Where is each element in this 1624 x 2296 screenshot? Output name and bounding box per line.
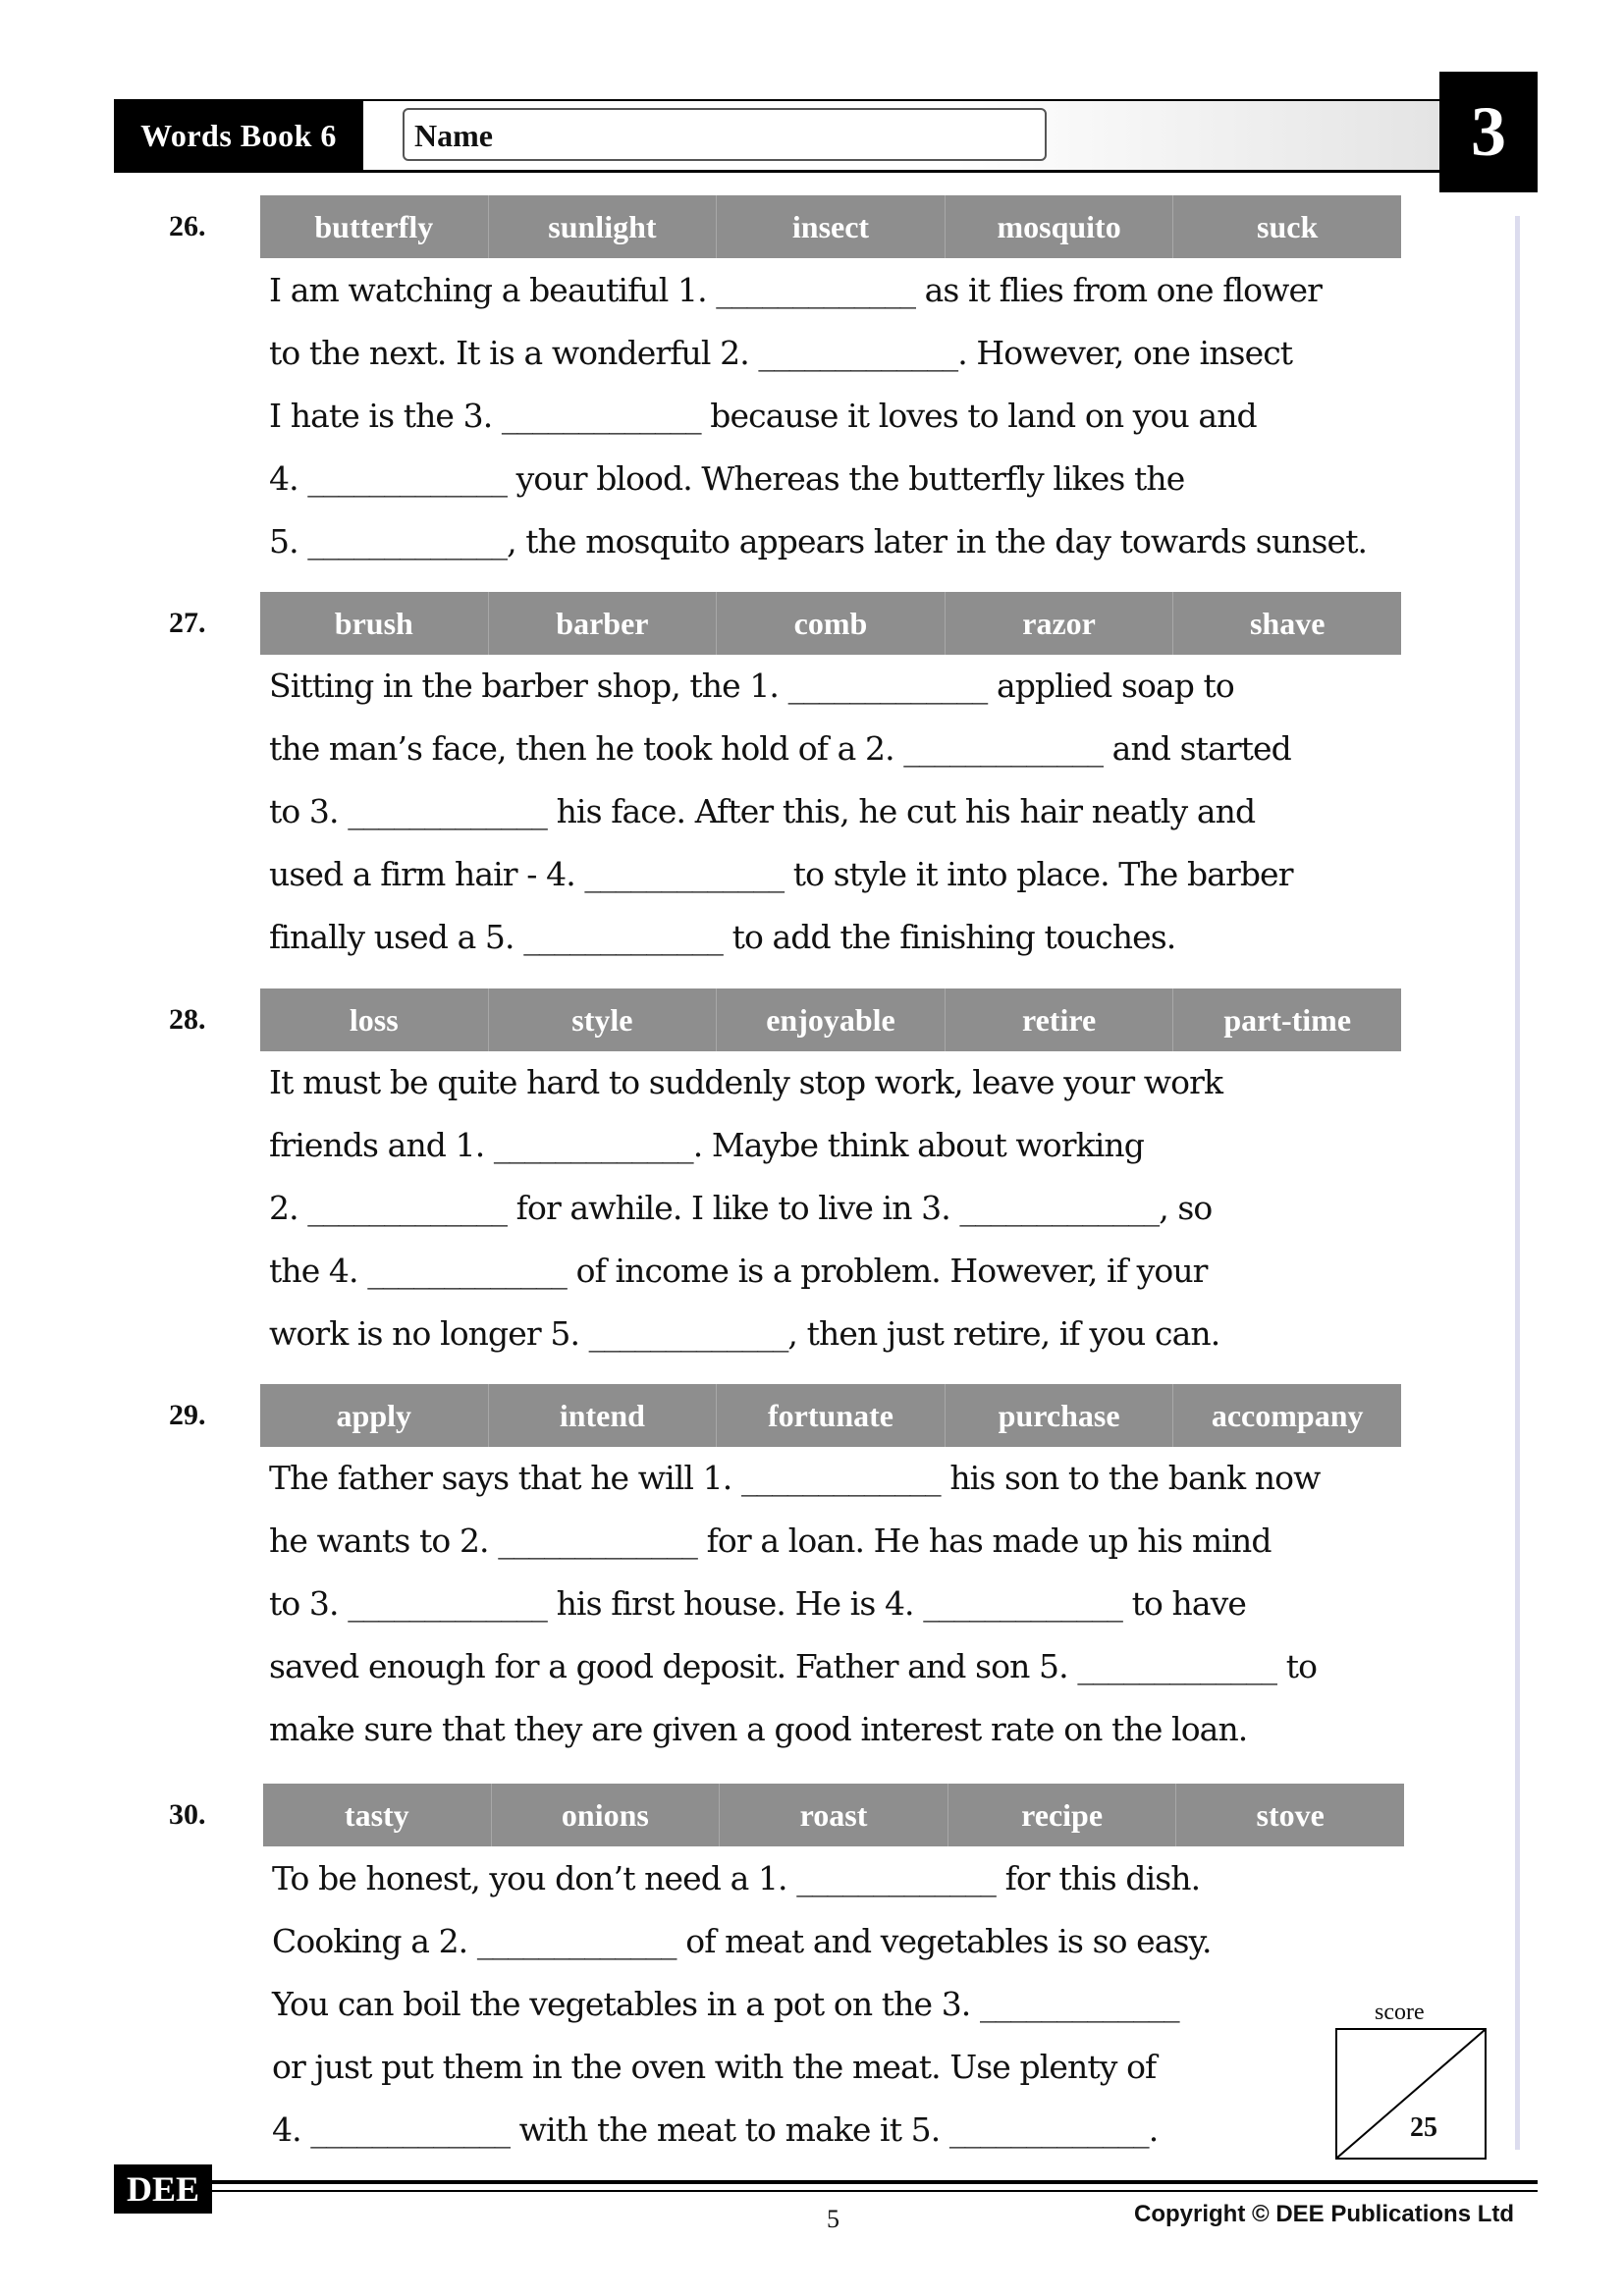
word-bank-item: recipe — [947, 1784, 1176, 1846]
passage-line: finally used a 5. _____________ to add the finishing touches. — [269, 918, 1176, 956]
exercise-number: 30. — [169, 1798, 206, 1831]
passage-line: 5. _____________, the mosquito appears later in the day towards sunset. — [269, 522, 1368, 561]
exercise-number: 26. — [169, 210, 206, 242]
passage-line: work is no longer 5. _____________, then just retire, if you can. — [269, 1314, 1220, 1353]
name-label: Name — [414, 118, 493, 153]
word-bank-item: enjoyable — [716, 988, 945, 1051]
word-bank-item: barber — [488, 592, 717, 655]
passage-line: 2. _____________ for awhile. I like to live in 3. _____________, so — [269, 1189, 1213, 1227]
word-bank-item: retire — [945, 988, 1173, 1051]
passage-line: the 4. _____________ of income is a problem. However, if your — [269, 1252, 1208, 1290]
word-bank-item: apply — [336, 1397, 412, 1433]
word-bank-item: stove — [1175, 1784, 1404, 1846]
word-bank-item: razor — [945, 592, 1173, 655]
word-bank-item: loss — [349, 1001, 399, 1038]
passage-line: used a firm hair - 4. _____________ to style it into place. The barber — [269, 855, 1293, 893]
exercise-number: 27. — [169, 607, 206, 639]
word-bank-item: shave — [1172, 592, 1401, 655]
page-number: 5 — [827, 2205, 839, 2233]
exercise-number: 28. — [169, 1003, 206, 1036]
word-bank-item: style — [488, 988, 717, 1051]
passage-line: to 3. _____________ his face. After this, he cut his hair neatly and — [269, 792, 1256, 830]
word-bank-item: suck — [1172, 195, 1401, 258]
word-bank — [260, 592, 1401, 655]
passage-line: 4. _____________ your blood. Whereas the butterfly likes the — [269, 459, 1185, 498]
word-bank — [263, 1784, 1404, 1846]
word-bank — [260, 988, 1401, 1051]
passage-line: You can boil the vegetables in a pot on the 3. _____________ — [272, 1985, 1179, 2023]
word-bank-item: intend — [488, 1384, 717, 1447]
word-bank-item: part-time — [1172, 988, 1401, 1051]
word-bank-item: comb — [716, 592, 945, 655]
word-bank — [260, 195, 1401, 258]
passage-line: I am watching a beautiful 1. _____________ as it flies from one flower — [269, 271, 1323, 309]
word-bank-item: mosquito — [945, 195, 1173, 258]
passage-line: he wants to 2. _____________ for a loan. He has made up his mind — [269, 1522, 1272, 1560]
word-bank-item: tasty — [344, 1796, 409, 1833]
word-bank-item: brush — [334, 605, 413, 641]
passage-line: to 3. _____________ his first house. He is 4. _____________ to have — [269, 1584, 1247, 1623]
word-bank-item: butterfly — [314, 208, 434, 244]
word-bank-item: purchase — [945, 1384, 1173, 1447]
word-bank-item: fortunate — [716, 1384, 945, 1447]
exercise-number: 29. — [169, 1399, 206, 1431]
margin-guide-line — [1515, 216, 1520, 2150]
word-bank-item: accompany — [1172, 1384, 1401, 1447]
score-total: 25 — [1410, 2112, 1437, 2143]
passage-line: Sitting in the barber shop, the 1. _____________ applied soap to — [269, 667, 1234, 705]
passage-line: to the next. It is a wonderful 2. _____________. However, one insect — [269, 334, 1293, 372]
passage-line: the man’s face, then he took hold of a 2. _____________ and started — [269, 729, 1291, 768]
name-field[interactable] — [403, 108, 1047, 161]
passage-line: make sure that they are given a good interest rate on the loan. — [269, 1710, 1248, 1748]
passage-line: To be honest, you don’t need a 1. _____________ for this dish. — [272, 1859, 1201, 1897]
passage-line: I hate is the 3. _____________ because it loves to land on you and — [269, 397, 1257, 435]
copyright-notice: Copyright © DEE Publications Ltd — [1134, 2201, 1515, 2227]
passage-line: Cooking a 2. _____________ of meat and vegetables is so easy. — [272, 1922, 1212, 1960]
passage-line: saved enough for a good deposit. Father and son 5. _____________ to — [269, 1647, 1318, 1685]
word-bank-item: onions — [491, 1784, 720, 1846]
word-bank-item: insect — [716, 195, 945, 258]
passage-line: It must be quite hard to suddenly stop work, leave your work — [269, 1063, 1223, 1101]
passage-line: or just put them in the oven with the meat. Use plenty of — [272, 2048, 1157, 2086]
publisher-logo: DEE — [114, 2164, 212, 2214]
word-bank — [260, 1384, 1401, 1447]
footer-rule-thin — [212, 2190, 1538, 2192]
book-title: Words Book 6 — [114, 99, 363, 173]
footer-rule — [212, 2180, 1538, 2184]
passage-line: The father says that he will 1. _____________ his son to the bank now — [269, 1459, 1321, 1497]
score-label: score — [1375, 2000, 1425, 2025]
passage-line: 4. _____________ with the meat to make it 5. _____________. — [272, 2110, 1159, 2149]
passage-line: friends and 1. _____________. Maybe think about working — [269, 1126, 1144, 1164]
word-bank-item: sunlight — [488, 195, 717, 258]
unit-number: 3 — [1439, 72, 1538, 192]
word-bank-item: roast — [719, 1784, 947, 1846]
